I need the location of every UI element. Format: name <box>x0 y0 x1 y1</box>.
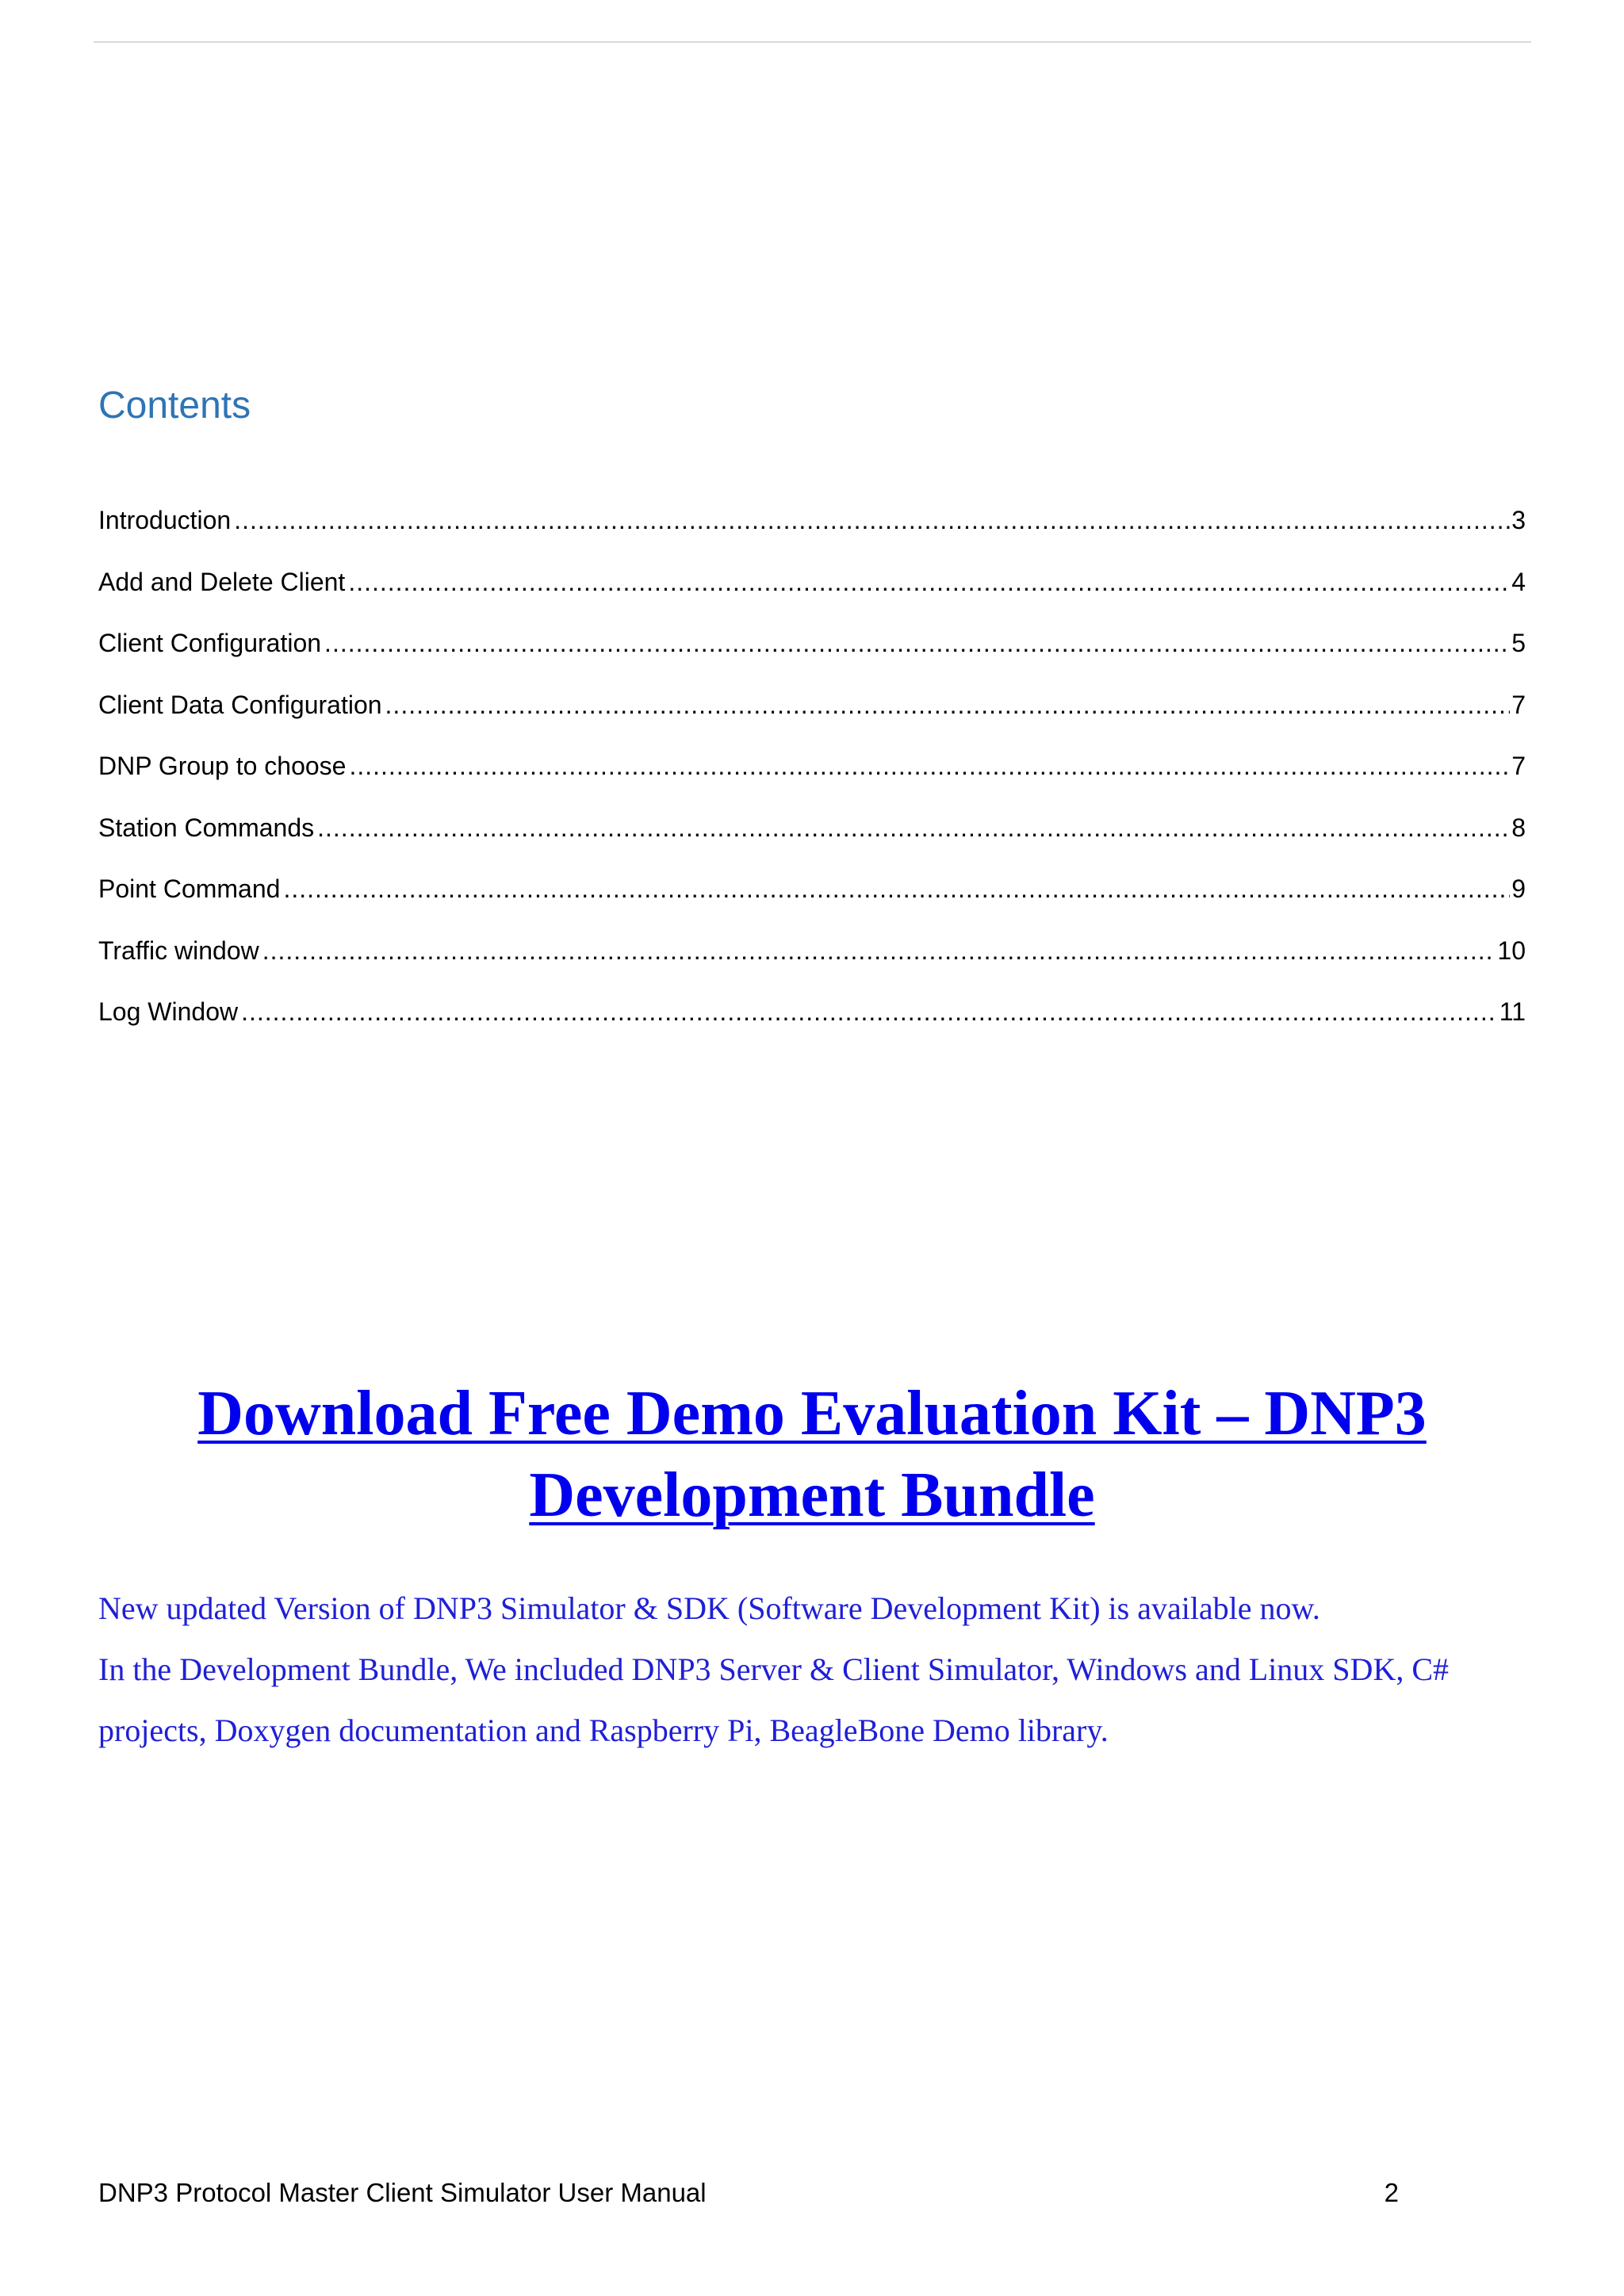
footer-title: DNP3 Protocol Master Client Simulator User Manual <box>98 2178 707 2207</box>
toc-dot-leader <box>234 498 1510 542</box>
toc-entry-dnp-group[interactable] <box>98 744 1526 806</box>
toc-entry-page: 10 <box>1497 936 1526 965</box>
toc-dot-leader <box>324 621 1510 665</box>
toc-entry-page: 7 <box>1511 690 1526 719</box>
toc-entry-label: Client Data Configuration <box>98 690 382 719</box>
toc-entry-page: 5 <box>1511 629 1526 657</box>
toc-dot-leader <box>385 683 1511 727</box>
download-demo-link-line1: Download Free Demo Evaluation Kit – DNP3 <box>197 1379 1427 1448</box>
contents-heading: Contents <box>98 385 251 427</box>
toc-entry-client-configuration[interactable] <box>98 621 1526 683</box>
toc-entry-station-commands[interactable] <box>98 806 1526 867</box>
promo-text-line2: In the Development Bundle, We included DNP3 Server & Client Simulator, Windows and Linux SDK, C# projects, Doxygen documentation and Raspberry Pi, BeagleBone Demo library. <box>98 1651 1450 1748</box>
toc-entry-introduction[interactable] <box>98 498 1526 560</box>
toc-entry-label: Add and Delete Client <box>98 567 346 596</box>
toc-dot-leader <box>241 989 1498 1034</box>
toc-entry-label: Introduction <box>98 506 232 534</box>
toc-entry-add-delete-client[interactable] <box>98 560 1526 622</box>
toc-entry-page: 3 <box>1511 506 1526 534</box>
toc-entry-log-window[interactable] <box>98 989 1526 1051</box>
download-demo-link[interactable] <box>98 1373 1526 1536</box>
toc-entry-point-command[interactable] <box>98 867 1526 928</box>
toc-entry-page: 8 <box>1511 813 1526 842</box>
toc-entry-traffic-window[interactable] <box>98 928 1526 990</box>
toc-dot-leader <box>283 867 1510 911</box>
toc-entry-label: Point Command <box>98 874 281 903</box>
toc-entry-label: DNP Group to choose <box>98 752 347 780</box>
footer-page-number: 2 <box>1384 2178 1399 2207</box>
toc-entry-page: 4 <box>1511 567 1526 596</box>
download-demo-link-line2: Development Bundle <box>529 1460 1095 1530</box>
promo-section <box>98 1373 1526 1761</box>
toc-entry-label: Traffic window <box>98 936 259 965</box>
toc-entry-label: Station Commands <box>98 813 315 842</box>
header-rule <box>94 41 1531 43</box>
toc-entry-label: Client Configuration <box>98 629 322 657</box>
toc-dot-leader <box>349 744 1510 788</box>
toc-dot-leader <box>262 928 1496 973</box>
toc-entry-page: 9 <box>1511 874 1526 903</box>
toc-entry-label: Log Window <box>98 997 239 1026</box>
toc-entry-client-data-configuration[interactable] <box>98 683 1526 744</box>
toc-dot-leader <box>348 560 1510 604</box>
toc-entry-page: 7 <box>1511 752 1526 780</box>
table-of-contents <box>98 498 1526 1051</box>
page-footer <box>98 2175 1399 2210</box>
promo-description <box>98 1578 1526 1761</box>
toc-dot-leader <box>317 806 1510 850</box>
toc-entry-page: 11 <box>1499 997 1526 1026</box>
promo-text-line1: New updated Version of DNP3 Simulator & SDK (Software Development Kit) is available now. <box>98 1590 1320 1626</box>
